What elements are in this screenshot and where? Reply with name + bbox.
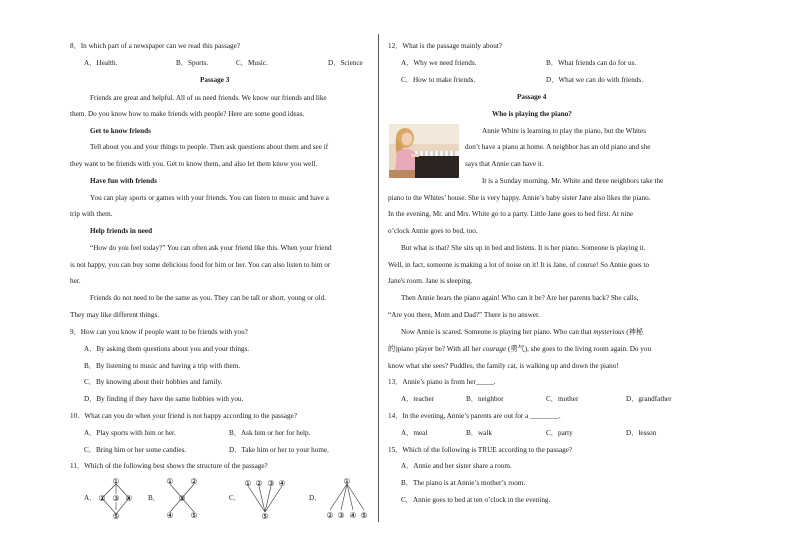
q9-option-b: B．By listening to music and having a trip with them. [84, 362, 241, 370]
h3-line-2: is not happy, you can buy some delicious food for him or her. You can also listen to him or [70, 261, 331, 269]
diagram-c-node-5: ⑤ [261, 512, 269, 521]
q15-option-b: B．The piano is at Annie’s mother’s room. [401, 479, 526, 487]
passage4-subtitle: Who is playing the piano? [492, 110, 572, 118]
q14-option-b: B．walk [466, 429, 492, 437]
q12-option-c: C．How to make friends. [401, 76, 476, 84]
p3-line-1: Friends are great and helpful. All of us need friends. We know our friends and like [90, 94, 327, 102]
diagram-b-node-5: ⑤ [190, 511, 198, 520]
diagram-d-node-2: ② [326, 511, 334, 520]
diagram-b-node-4: ④ [166, 511, 174, 520]
p5-l2-a: 的)piano player be? With all her [388, 345, 483, 353]
diagram-d-node-4: ④ [349, 511, 357, 520]
p4-para2-line-2: piano to the Whites’ house. She is very happy. Annie’s baby sister Jane also likes the piano. [388, 194, 651, 202]
diagram-a-node-1: ① [112, 477, 120, 486]
q9-option-c: C．By knowing about their hobbies and family. [84, 378, 223, 386]
p3-line-2: them. Do you know how to make friends with people? Here are some good ideas. [70, 110, 305, 118]
heading-help-friends: Help friends in need [90, 227, 153, 235]
h2-line-2: trip with them. [70, 210, 113, 218]
q8-stem: 8．In which part of a newspaper can we read this passage? [70, 42, 241, 50]
q11-stem: 11．Which of the following best shows the structure of the passage? [70, 462, 268, 470]
h2-line-1: You can play sports or games with your friends. You can listen to music and have a [90, 194, 329, 202]
q12-option-b: B．What friends can do for us. [546, 59, 637, 67]
q10-option-a: A．Play sports with him or her. [84, 429, 176, 437]
structure-diagram-a [94, 476, 140, 522]
p5-l1-b: (神秘 [624, 328, 644, 336]
girl-playing-piano-image [389, 124, 459, 178]
diagram-a-node-5: ⑤ [112, 512, 120, 521]
closing-line-1: Friends do not need to be the same as you. They can be tall or short, young or old. [90, 294, 327, 302]
q8-option-d: D．Science [328, 59, 363, 67]
p4-para3-line-2: Well, in fact, someone is making a lot of noise on it! It is Jane, of course! So Annie goes to [388, 261, 650, 269]
q14-stem: 14．In the evening, Annie’s parents are out for a ________. [388, 412, 561, 420]
p5-l2-b: (勇气), she goes to the living room again. Do you [506, 345, 652, 353]
p4-para4-line-2: “Are you there, Mom and Dad?” There is no answer. [388, 311, 540, 319]
q13-option-a: A．teacher [401, 395, 435, 403]
closing-line-2: They may like different things. [70, 311, 160, 319]
diagram-b-node-1: ① [166, 477, 174, 486]
passage4-title: Passage 4 [517, 93, 547, 101]
diagram-c-node-1: ① [244, 479, 252, 488]
p4-para5-line-3: know what she sees? Puddles, the family cat, is walking up and down the piano! [388, 362, 619, 370]
q14-option-c: C．party [546, 429, 573, 437]
q9-stem: 9．How can you know if people want to be friends with you? [70, 328, 248, 336]
q13-option-c: C．mother [546, 395, 579, 403]
diagram-c-node-4: ④ [278, 479, 286, 488]
q14-option-a: A．meal [401, 429, 428, 437]
q15-option-a: A．Annie and her sister share a room. [401, 462, 512, 470]
q8-option-b: B．Sports. [176, 59, 209, 67]
h1-line-2: they want to be friends with you. Get to know them, and also let them know you well. [70, 160, 318, 168]
diagram-c-node-2: ② [255, 479, 263, 488]
structure-diagram-c [240, 476, 290, 522]
p4-para3-line-3: Jane's room. Jane is sleeping. [388, 277, 473, 285]
q11-label-c: C． [229, 494, 241, 502]
diagram-d-node-5: ⑤ [360, 511, 368, 520]
h3-line-1: “How do you feel today?” You can often ask your friend like this. When your friend [90, 244, 332, 252]
q11-label-d: D． [309, 494, 322, 502]
q13-option-d: D．grandfather [626, 395, 672, 403]
p4-para2-line-3: In the evening, Mr. and Mrs. White go to a party. Little Jane goes to bed first. At nine [388, 210, 634, 218]
diagram-a-node-3: ③ [112, 494, 120, 503]
heading-have-fun: Have fun with friends [90, 177, 157, 185]
p5-l1-a: Now Annie is scared. Someone is playing her piano. Who can that [401, 328, 594, 336]
heading-get-to-know: Get to know friends [90, 127, 151, 135]
q10-stem: 10．What can you do when your friend is not happy according to the passage? [70, 412, 297, 420]
q10-option-c: C．Bring him or her some candies. [84, 446, 187, 454]
q13-option-b: B．neighbor [466, 395, 504, 403]
p4-para3-line-1: But what is that? She sits up in bed and listens. It is her piano. Someone is playing it. [401, 244, 646, 252]
q11-label-a: A． [84, 494, 97, 502]
q9-option-d: D．By finding if they have the same hobbies with you. [84, 395, 244, 403]
diagram-d-node-1: ① [343, 477, 351, 486]
passage3-title: Passage 3 [200, 76, 230, 84]
p4-para1-line-1: Annie White is learning to play the piano, but the Whites [482, 127, 647, 135]
q9-option-a: A．By asking them questions about you and your things. [84, 345, 250, 353]
p4-para4-line-1: Then Annie hears the piano again! Who can it be? Are her parents back? She calls, [401, 294, 639, 302]
p4-para2-line-1: It is a Sunday morning. Mr. White and three neighbors take the [482, 177, 664, 185]
diagram-c-node-3: ③ [267, 479, 275, 488]
p5-l2-italic: courage [482, 345, 507, 353]
q11-label-b: B． [148, 494, 160, 502]
q15-option-c: C．Annie goes to bed at ten o’clock in the evening. [401, 496, 551, 504]
q8-option-c: C．Music. [236, 59, 268, 67]
structure-diagram-d [322, 476, 372, 522]
diagram-d-node-3: ③ [337, 511, 345, 520]
q12-stem: 12．What is the passage mainly about? [388, 42, 502, 50]
column-divider [378, 34, 379, 522]
q14-option-d: D．lesson [626, 429, 657, 437]
p4-para1-line-2: don’t have a piano at home. A neighbor has an old piano and she [465, 143, 651, 151]
p5-l1-italic: mysterious [593, 328, 625, 336]
diagram-b-node-2: ② [190, 477, 198, 486]
h1-line-1: Tell about you and your things to people. Then ask questions about them and see if [90, 143, 329, 151]
p4-para5-line-1 [401, 328, 643, 337]
structure-diagram-b [160, 476, 204, 522]
p4-para1-line-3: says that Annie can have it. [465, 160, 544, 168]
q10-option-d: D．Take him or her to your home. [229, 446, 329, 454]
q12-option-a: A．Why we need friends. [401, 59, 477, 67]
diagram-a-node-2: ② [98, 494, 106, 503]
p4-para2-line-4: o’clock Annie goes to bed, too. [388, 227, 478, 235]
h3-line-3: her. [70, 277, 81, 285]
diagram-a-node-4: ④ [125, 494, 133, 503]
q8-option-a: A．Health. [84, 59, 118, 67]
q15-stem: 15．Which of the following is TRUE according to the passage? [388, 446, 573, 454]
q12-option-d: D．What we can do with friends. [546, 76, 644, 84]
diagram-b-node-3: ③ [178, 494, 186, 503]
p4-para5-line-2 [388, 345, 651, 354]
q13-stem: 13．Annie’s piano is from her_____. [388, 378, 496, 386]
q10-option-b: B．Ask him or her for help. [229, 429, 311, 437]
